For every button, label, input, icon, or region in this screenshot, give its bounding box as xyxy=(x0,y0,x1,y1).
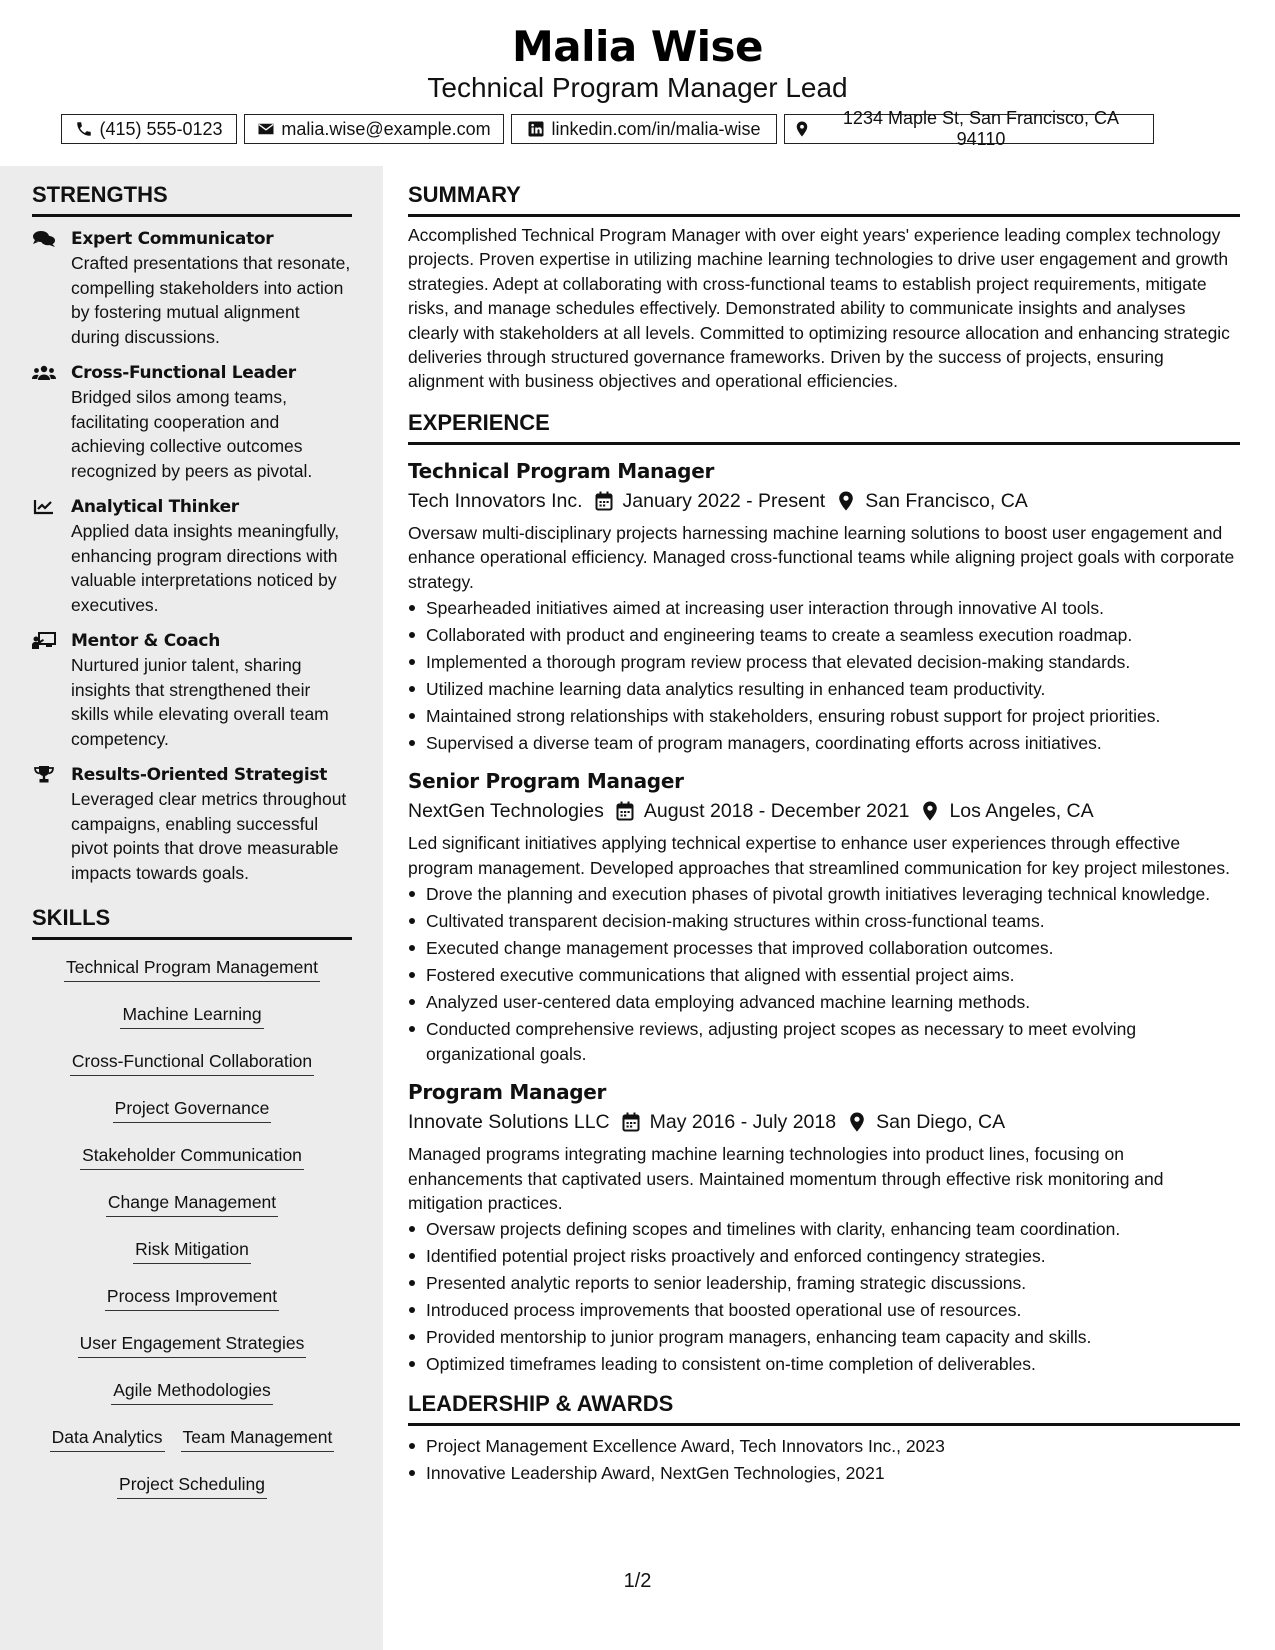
job-company: NextGen Technologies xyxy=(408,800,604,823)
job-meta xyxy=(408,1108,1240,1136)
job-title: Technical Program Manager xyxy=(408,458,715,483)
page-number: 1/2 xyxy=(623,1570,652,1592)
strength-name: Analytical Thinker xyxy=(71,497,239,517)
summary-heading: SUMMARY xyxy=(408,182,1240,217)
strength-item xyxy=(32,495,352,617)
job-description: Oversaw multi-disciplinary projects harnessing machine learning solutions to boost user engagement and enhance operational efficiency. Managed cross-functional teams while aligning project goals with corporate strategy. xyxy=(408,522,1235,592)
linkedin-icon xyxy=(527,120,545,138)
main-content xyxy=(408,166,1240,1488)
job-company: Innovate Solutions LLC xyxy=(408,1111,610,1134)
skill-tag: Project Governance xyxy=(113,1095,272,1123)
strength-name: Results-Oriented Strategist xyxy=(71,765,328,785)
award-item: Project Management Excellence Award, Tech Innovators Inc., 2023 xyxy=(408,1434,1240,1458)
awards-heading: LEADERSHIP & AWARDS xyxy=(408,1391,1240,1426)
contact-phone[interactable] xyxy=(61,114,237,144)
envelope-icon xyxy=(257,120,275,138)
strength-item xyxy=(32,763,352,885)
job-title: Senior Program Manager xyxy=(408,769,684,794)
bullet-item: Cultivated transparent decision-making structures within cross-functional teams. xyxy=(408,909,1240,933)
strength-description: Crafted presentations that resonate, compelling stakeholders into action by fostering mutual alignment during discussions. xyxy=(71,253,351,347)
teacher-board-icon xyxy=(32,632,56,650)
skill-tag: User Engagement Strategies xyxy=(78,1330,307,1358)
skill-tag: Technical Program Management xyxy=(64,954,320,982)
awards-list xyxy=(408,1434,1240,1485)
trophy-icon xyxy=(32,766,56,784)
contact-text: linkedin.com/in/malia-wise xyxy=(551,118,761,139)
contact-email[interactable] xyxy=(244,114,504,144)
skill-tag: Data Analytics xyxy=(50,1424,165,1452)
contact-address xyxy=(784,108,1154,149)
skill-tag: Stakeholder Communication xyxy=(80,1142,304,1170)
skill-tag: Process Improvement xyxy=(105,1283,279,1311)
bullet-item: Optimized timeframes leading to consistent on-time completion of deliverables. xyxy=(408,1352,1240,1376)
skills-heading: SKILLS xyxy=(32,905,352,940)
strength-description: Nurtured junior talent, sharing insights that strengthened their skills while elevating overall team competency. xyxy=(71,655,329,749)
job-entry xyxy=(408,457,1240,756)
contact-text: 1234 Maple St, San Francisco, CA 94110 xyxy=(842,108,1120,149)
job-dates: May 2016 - July 2018 xyxy=(649,1111,837,1134)
job-location: San Francisco, CA xyxy=(865,489,1028,512)
skill-tag: Agile Methodologies xyxy=(111,1377,273,1405)
job-title: Program Manager xyxy=(408,1080,607,1105)
calendar-icon xyxy=(595,491,613,511)
strengths-heading: STRENGTHS xyxy=(32,182,352,217)
strength-description: Bridged silos among teams, facilitating cooperation and achieving collective outcomes recognized by peers as pivotal. xyxy=(71,387,313,481)
sidebar xyxy=(0,166,383,1650)
bullet-item: Conducted comprehensive reviews, adjusting project scopes as necessary to meet evolving organizational goals. xyxy=(408,1017,1240,1066)
job-bullets xyxy=(408,1217,1240,1376)
bullet-item: Oversaw projects defining scopes and timelines with clarity, enhancing team coordination. xyxy=(408,1217,1240,1241)
job-location: Los Angeles, CA xyxy=(949,800,1094,823)
contact-bar xyxy=(61,108,1154,149)
users-icon xyxy=(32,364,56,382)
strength-item xyxy=(32,227,352,349)
bullet-item: Supervised a diverse team of program managers, coordinating efforts across initiatives. xyxy=(408,731,1240,755)
job-bullets xyxy=(408,596,1240,755)
bullet-item: Presented analytic reports to senior leadership, framing strategic discussions. xyxy=(408,1271,1240,1295)
skill-tag: Project Scheduling xyxy=(117,1471,267,1499)
calendar-icon xyxy=(622,1112,640,1132)
skill-tag: Cross-Functional Collaboration xyxy=(70,1048,314,1076)
job-description: Led significant initiatives applying technical expertise to enhance user experiences through effective program management. Developed approaches that streamlined communication for key project milestones. xyxy=(408,833,1230,878)
speech-bubbles-icon xyxy=(32,230,56,248)
calendar-icon xyxy=(616,801,634,821)
bullet-item: Collaborated with product and engineering teams to create a seamless execution roadmap. xyxy=(408,623,1240,647)
strength-name: Mentor & Coach xyxy=(71,631,221,651)
skill-tag: Risk Mitigation xyxy=(133,1236,251,1264)
bullet-item: Maintained strong relationships with stakeholders, ensuring robust support for project priorities. xyxy=(408,704,1240,728)
line-chart-icon xyxy=(32,498,56,516)
job-company: Tech Innovators Inc. xyxy=(408,489,583,512)
bullet-item: Identified potential project risks proactively and enforced contingency strategies. xyxy=(408,1244,1240,1268)
candidate-title: Technical Program Manager Lead xyxy=(427,72,848,103)
skill-tag: Change Management xyxy=(106,1189,278,1217)
job-bullets xyxy=(408,882,1240,1066)
map-pin-icon xyxy=(848,1112,866,1132)
job-meta xyxy=(408,487,1240,515)
bullet-item: Drove the planning and execution phases of pivotal growth initiatives leveraging technical knowledge. xyxy=(408,882,1240,906)
job-location: San Diego, CA xyxy=(876,1111,1006,1134)
strength-item xyxy=(32,629,352,751)
phone-icon xyxy=(75,120,93,138)
skill-tag: Machine Learning xyxy=(120,1001,263,1029)
award-item: Innovative Leadership Award, NextGen Technologies, 2021 xyxy=(408,1461,1240,1485)
map-pin-icon xyxy=(921,801,939,821)
bullet-item: Utilized machine learning data analytics resulting in enhanced team productivity. xyxy=(408,677,1240,701)
map-pin-icon xyxy=(793,120,811,138)
bullet-item: Implemented a thorough program review process that elevated decision-making standards. xyxy=(408,650,1240,674)
bullet-item: Provided mentorship to junior program managers, enhancing team capacity and skills. xyxy=(408,1325,1240,1349)
job-meta xyxy=(408,797,1240,825)
skills-list xyxy=(32,954,352,1518)
job-entry xyxy=(408,1078,1240,1377)
bullet-item: Analyzed user-centered data employing advanced machine learning methods. xyxy=(408,990,1240,1014)
strength-item xyxy=(32,361,352,483)
bullet-item: Fostered executive communications that aligned with essential project aims. xyxy=(408,963,1240,987)
contact-text: malia.wise@example.com xyxy=(281,118,491,139)
summary-text: Accomplished Technical Program Manager with over eight years' experience leading complex technology projects. Proven expertise in utilizing machine learning technologies to drive user engagement and growth strategies. Adept at collaborating with cross-functional teams to establish project requirements, mitigate risks, and manage schedules effectively. Demonstrated ability to communicate insights and analyses clearly with stakeholders at all levels. Committed to optimizing resource allocation and enhancing strategic deliveries through structured governance frameworks. Driven by the success of projects, ensuring alignment with business objectives and operational efficiencies. xyxy=(408,225,1230,392)
contact-text: (415) 555-0123 xyxy=(99,118,223,139)
experience-heading: EXPERIENCE xyxy=(408,410,1240,445)
bullet-item: Introduced process improvements that boosted operational use of resources. xyxy=(408,1298,1240,1322)
strength-name: Expert Communicator xyxy=(71,229,274,249)
strength-description: Leveraged clear metrics throughout campaigns, enabling successful pivot points that drove measurable impacts towards goals. xyxy=(71,789,347,883)
map-pin-icon xyxy=(837,491,855,511)
strength-description: Applied data insights meaningfully, enhancing program directions with valuable interpretations noticed by executives. xyxy=(71,521,340,615)
strength-name: Cross-Functional Leader xyxy=(71,363,296,383)
skill-tag: Team Management xyxy=(181,1424,335,1452)
job-entry xyxy=(408,767,1240,1066)
candidate-name: Malia Wise xyxy=(511,22,764,71)
bullet-item: Executed change management processes that improved collaboration outcomes. xyxy=(408,936,1240,960)
contact-linkedin[interactable] xyxy=(511,114,777,144)
resume-header xyxy=(0,0,1275,166)
job-description: Managed programs integrating machine learning technologies into product lines, focusing on enhancements that captivated users. Maintained momentum through effective risk monitoring and mitigation practices. xyxy=(408,1144,1164,1213)
job-dates: January 2022 - Present xyxy=(622,489,826,512)
bullet-item: Spearheaded initiatives aimed at increasing user interaction through innovative AI tools. xyxy=(408,596,1240,620)
job-dates: August 2018 - December 2021 xyxy=(643,800,910,823)
